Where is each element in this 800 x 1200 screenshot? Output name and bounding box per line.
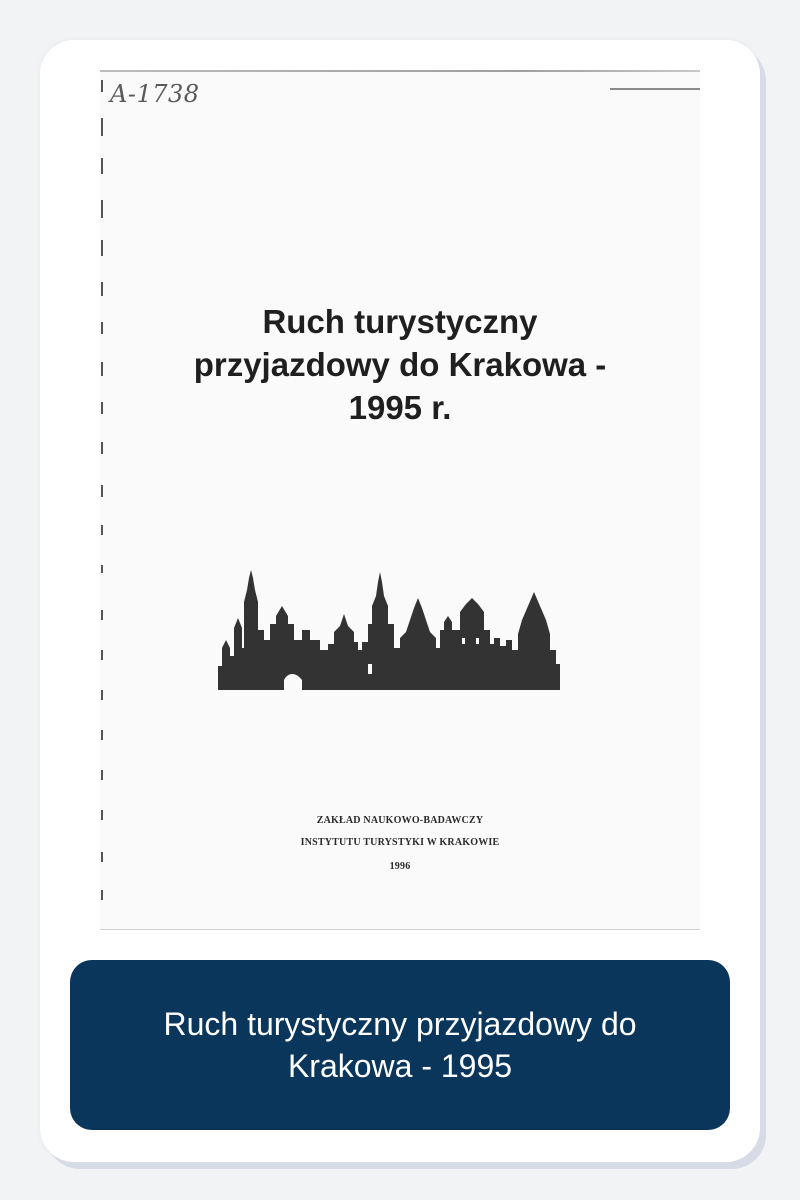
scan-top-edge-mark — [610, 88, 700, 90]
document-title-line-2: przyjazdowy do Krakowa - — [193, 346, 607, 383]
binding-marks — [100, 70, 106, 930]
caption-title[interactable]: Ruch turystyczny przyjazdowy do Krakowa - 1995 — [163, 1006, 637, 1084]
document-title-line-3: 1995 r. — [348, 389, 452, 426]
cover-scan — [100, 70, 700, 930]
scan-bottom-edge — [100, 929, 700, 930]
publisher-line-2: INSTYTUTU TURYSTYKI W KRAKOWIE — [300, 837, 500, 848]
krakow-skyline-illustration — [218, 568, 560, 690]
document-title-line-1: Ruch turystyczny — [262, 303, 538, 340]
publication-card[interactable] — [40, 40, 760, 1162]
scan-top-edge — [100, 70, 700, 72]
handwritten-catalog-number: A-1738 — [110, 80, 200, 108]
caption-banner[interactable] — [70, 960, 730, 1130]
publisher-line-1: ZAKŁAD NAUKOWO-BADAWCZY — [316, 815, 484, 826]
document-title — [100, 300, 700, 429]
publication-year: 1996 — [389, 861, 411, 872]
